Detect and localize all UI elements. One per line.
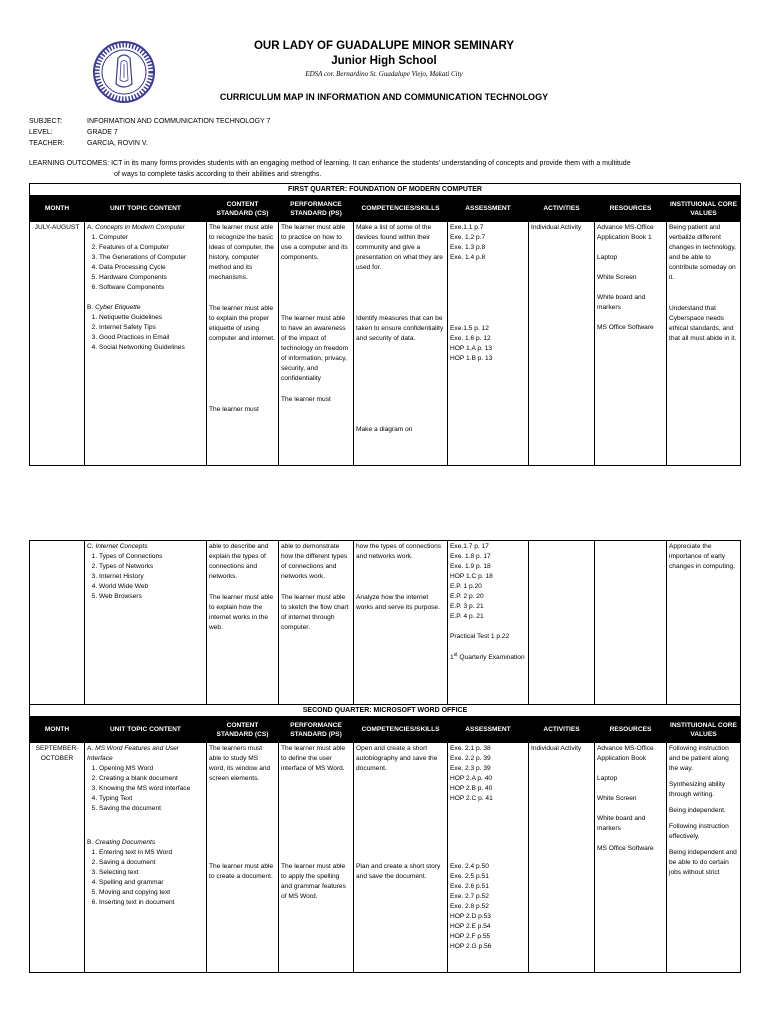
q1-unit-b-title: Cyber Etiquette: [95, 304, 141, 311]
level-value: GRADE 7: [87, 129, 118, 136]
col-resources: RESOURCES: [595, 196, 667, 222]
learning-outcomes-label: LEARNING OUTCOMES:: [29, 160, 110, 167]
q2-core-values: Following instruction and be patient along the way. Synthesizing ability through writing. Being independent. Following instruction effectively. Being independent and be able to do certain jobs without strict: [667, 743, 741, 973]
q2-competencies: Open and create a short autobiography and save the document. Plan and create a short story and save the document.: [354, 743, 448, 973]
list-item: 3. Good Practices in Email: [99, 333, 204, 343]
list-item: 1. Netiquette Guidelines: [99, 313, 204, 323]
q1b-unit-c-list: [87, 552, 204, 602]
col-unit-topic: UNIT TOPIC CONTENT: [85, 196, 207, 222]
teacher-row: [29, 139, 148, 149]
q1-resources: Advance MS-Office Application Book 1 Laptop White Screen White board and markers MS Office Software: [595, 222, 667, 466]
list-item: 3. Knowing the MS word interface: [99, 784, 204, 794]
q1b-unit-c-title: Internet Concepts: [95, 543, 148, 550]
col-assessment: ASSESSMENT: [448, 717, 529, 743]
list-item: 4. Typing Text: [99, 794, 204, 804]
q1-assessment: Exe.1.1 p.7 Exe. 1.2 p.7 Exe. 1.3 p.8 Exe. 1.4 p.8 Exe.1.5 p. 12 Exe. 1.6 p. 12 HOP 1.A p. 13 HOP 1.B p. 13: [448, 222, 529, 466]
list-item: 3. Internet History: [99, 572, 204, 582]
list-item: 2. Internet Safety Tips: [99, 323, 204, 333]
q2-unit-a-list: [87, 764, 204, 814]
col-assessment: ASSESSMENT: [448, 196, 529, 222]
list-item: 5. Moving and copying text: [99, 888, 204, 898]
q2-unit-a-title: MS Word Features and User Interface: [87, 745, 179, 762]
col-unit-topic: UNIT TOPIC CONTENT: [85, 717, 207, 743]
list-item: 3. Selecting text: [99, 868, 204, 878]
list-item: 1. Opening MS Word: [99, 764, 204, 774]
document-header: [0, 0, 768, 110]
list-item: 3. The Generations of Computer: [99, 253, 204, 263]
q1-content-standard: The learner must able to recognize the basic ideas of computer, the history, computer method and its mechanisms. The learner must able to explain the proper etiquette of using computer and internet. The learner must: [207, 222, 279, 466]
q1-table: [29, 183, 741, 466]
q1b-assessment: Exe.1.7 p. 17 Exe. 1.8 p. 17 Exe. 1.9 p. 18 HOP 1.C p. 18 E.P. 1 p.20 E.P. 2 p. 20 E.P. 3 p. 21 E.P. 4 p. 21 Practical Test 1 p.22 1st Quarterly Examination: [448, 541, 529, 705]
learning-outcomes: [29, 158, 749, 180]
col-competencies: COMPETENCIES/SKILLS: [354, 196, 448, 222]
list-item: 2. Features of a Computer: [99, 243, 204, 253]
q2-month: SEPTEMBER-OCTOBER: [30, 743, 85, 973]
level-label: LEVEL:: [29, 129, 53, 136]
q1b-activities: [529, 541, 595, 705]
list-item: 2. Types of Networks: [99, 562, 204, 572]
q2-unit-b-list: [87, 848, 204, 908]
col-core-values: INSTITUIONAL CORE VALUES: [667, 196, 741, 222]
col-activities: ACTIVITIES: [529, 717, 595, 743]
q1-activities: Individual Activity: [529, 222, 595, 466]
list-item: 1. Computer: [99, 233, 204, 243]
q2-assessment: Exe. 2.1 p. 38 Exe. 2.2 p. 39 Exe. 2.3 p. 39 HOP 2.A p. 40 HOP 2.B p. 40 HOP 2.C p. 41 Exe. 2.4 p.50 Exe. 2.5 p.51 Exe. 2.6 p.51 Exe. 2.7 p.52 Exe. 2.8 p.52 HOP 2.D p.53 HOP 2.E p.54 HOP 2.F p.55 HOP 2.G p.56: [448, 743, 529, 973]
list-item: 5. Web Browsers: [99, 592, 204, 602]
list-item: 2. Saving a document: [99, 858, 204, 868]
col-month: MONTH: [30, 717, 85, 743]
q2-activities: Individual Activity: [529, 743, 595, 973]
q1-core-values: Being patient and verbalize different changes in technology, and be able to contribute someday on it. Understand that Cyberspace needs ethical standards, and that all must abide in it.: [667, 222, 741, 466]
q1b-core-values: Appreciate the importance of early changes in computing.: [667, 541, 741, 705]
col-activities: ACTIVITIES: [529, 196, 595, 222]
q2-performance-standard: The learner must able to define the user interface of MS Word. The learner must able to apply the spelling and grammar features of MS Word.: [279, 743, 354, 973]
list-item: 1. Entering text in MS Word: [99, 848, 204, 858]
col-performance-standard: PERFORMANCE STANDARD (PS): [279, 196, 354, 222]
list-item: 4. World Wide Web: [99, 582, 204, 592]
subject-label: SUBJECT:: [29, 118, 63, 125]
q1b-content-standard: able to describe and explain the types of connections and networks. The learner must able to explain how the internet works in the web.: [207, 541, 279, 705]
q1-performance-standard: The learner must able to practice on how to use a computer and its components. The learner must able to have an awareness of the impact of technology on freedom of information, privacy, security, and confidentiality The learner must: [279, 222, 354, 466]
teacher-value: GARCIA, ROVIN V.: [87, 140, 148, 147]
school-address: EDSA cor. Bernardino St. Guadalupe Viejo, Makati City: [305, 70, 463, 78]
list-item: 4. Social Networking Guidelines: [99, 343, 204, 353]
q1b-performance-standard: able to demonstrate how the different types of connections and networks work. The learner must able to sketch the flow chart of internet through computer.: [279, 541, 354, 705]
q1-unit-b-list: [87, 313, 204, 353]
col-content-standard: CONTENT STANDARD (CS): [207, 717, 279, 743]
list-item: 4. Data Processing Cycle: [99, 263, 204, 273]
q1-unit-a-list: [87, 233, 204, 293]
learning-outcomes-line1: ICT in its many forms provides students with an engaging method of learning. It can enhance the students' understanding of concepts and provide them with a multitude: [111, 160, 631, 167]
q1-month: JULY-AUGUST: [30, 222, 85, 466]
col-month: MONTH: [30, 196, 85, 222]
document-title: CURRICULUM MAP IN INFORMATION AND COMMUNICATION TECHNOLOGY: [219, 92, 549, 102]
q1b-competencies: how the types of connections and networks work. Analyze how the internet works and serve its purpose.: [354, 541, 448, 705]
col-performance-standard: PERFORMANCE STANDARD (PS): [279, 717, 354, 743]
q2-table: [29, 540, 741, 973]
q1-title: FIRST QUARTER: FOUNDATION OF MODERN COMPUTER: [30, 184, 741, 196]
q2-title: SECOND QUARTER: MICROSOFT WORD OFFICE: [30, 705, 741, 717]
q1-competencies: Make a list of some of the devices found within their community and give a presentation on what they are used for. Identify measures that can be taken to ensure confidentiality and security of data. Make a diagram on: [354, 222, 448, 466]
list-item: 5. Saving the document: [99, 804, 204, 814]
q1b-unit-topics: C. Internet Concepts 1. Types of Connections 2. Types of Networks 3. Internet History 4. World Wide Web 5. Web Browsers: [85, 541, 207, 705]
q1b-resources: [595, 541, 667, 705]
level-row: [29, 128, 118, 138]
q1-unit-topics: A. Concepts in Modern Computer 1. Computer 2. Features of a Computer 3. The Generations of Computer 4. Data Processing Cycle 5. Hardware Components 6. Software Components B. Cyber Etiquette 1. Netiquette Guidelines 2. Internet Safety Tips 3. Good Practices in Email 4. Social Networking Guidelines: [85, 222, 207, 466]
subject-value: INFORMATION AND COMMUNICATION TECHNOLOGY 7: [87, 118, 271, 125]
department-name: Junior High School: [331, 55, 437, 67]
learning-outcomes-line2: of ways to complete tasks according to their abilities and strengths.: [114, 171, 322, 178]
q1-unit-a-title: Concepts in Modern Computer: [95, 224, 185, 231]
q2-resources: Advance MS-Office Application Book Laptop White Screen White board and markers MS Office Software: [595, 743, 667, 973]
school-name: OUR LADY OF GUADALUPE MINOR SEMINARY: [253, 40, 515, 52]
q2-unit-topics: A. MS Word Features and User Interface 1. Opening MS Word 2. Creating a blank document 3. Knowing the MS word interface 4. Typing Text 5. Saving the document B. Creating Documents 1. Entering text in MS Word 2. Saving a document 3. Selecting text 4. Spelling and grammar 5. Moving and copying text 6. Inserting text in document: [85, 743, 207, 973]
list-item: 6. Software Components: [99, 283, 204, 293]
col-resources: RESOURCES: [595, 717, 667, 743]
list-item: 6. Inserting text in document: [99, 898, 204, 908]
col-competencies: COMPETENCIES/SKILLS: [354, 717, 448, 743]
subject-row: [29, 117, 270, 127]
q2-content-standard: The learners must able to study MS word, its window and screen elements. The learner must able to create a document.: [207, 743, 279, 973]
q1-exam: 1st Quarterly Examination: [450, 652, 525, 662]
q1b-month: [30, 541, 85, 705]
list-item: 5. Hardware Components: [99, 273, 204, 283]
q2-unit-b-title: Creating Documents: [95, 839, 156, 846]
list-item: 1. Types of Connections: [99, 552, 204, 562]
list-item: 2. Creating a blank document: [99, 774, 204, 784]
col-core-values: INSTITUIONAL CORE VALUES: [667, 717, 741, 743]
teacher-label: TEACHER:: [29, 140, 65, 147]
col-content-standard: CONTENT STANDARD (CS): [207, 196, 279, 222]
list-item: 4. Spelling and grammar: [99, 878, 204, 888]
